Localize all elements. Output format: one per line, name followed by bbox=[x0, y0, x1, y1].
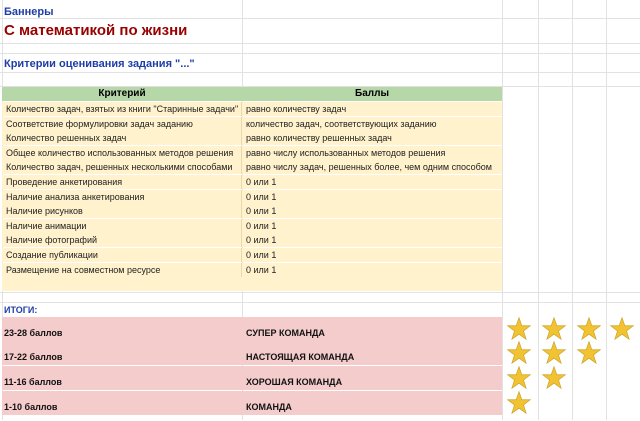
result-range[interactable]: 1-10 баллов bbox=[4, 402, 58, 412]
result-rating[interactable]: КОМАНДА bbox=[246, 402, 292, 412]
points-cell[interactable]: 0 или 1 bbox=[242, 248, 502, 262]
star-icon bbox=[576, 316, 602, 342]
table-empty-row bbox=[2, 277, 502, 291]
result-rating[interactable]: ХОРОШАЯ КОМАНДА bbox=[246, 377, 343, 387]
criterion-cell[interactable]: Количество задач, взятых из книги "Старинные задачи" bbox=[2, 102, 242, 116]
star-icon bbox=[506, 340, 532, 366]
points-cell[interactable]: 0 или 1 bbox=[242, 190, 502, 204]
star-icon bbox=[541, 316, 567, 342]
column-header-criterion: Критерий bbox=[2, 87, 242, 101]
points-cell[interactable]: равно количеству задач bbox=[242, 102, 502, 116]
criterion-cell[interactable]: Наличие рисунков bbox=[2, 204, 242, 218]
star-icon bbox=[541, 340, 567, 366]
star-icon bbox=[576, 340, 602, 366]
points-cell[interactable]: 0 или 1 bbox=[242, 233, 502, 247]
criterion-cell[interactable]: Наличие анимации bbox=[2, 219, 242, 233]
criterion-cell[interactable]: Проведение анкетирования bbox=[2, 175, 242, 189]
criterion-cell[interactable]: Общее количество использованных методов решения bbox=[2, 146, 242, 160]
star-icon bbox=[541, 365, 567, 391]
points-cell[interactable]: равно числу использованных методов решения bbox=[242, 146, 502, 160]
criteria-title: Критерии оценивания задания "..." bbox=[4, 58, 195, 70]
result-range[interactable]: 11-16 баллов bbox=[4, 377, 62, 387]
criterion-cell[interactable]: Создание публикации bbox=[2, 248, 242, 262]
criterion-cell[interactable]: Количество решенных задач bbox=[2, 131, 242, 145]
points-cell[interactable]: количество задач, соответствующих заданию bbox=[242, 117, 502, 131]
criterion-cell[interactable]: Соответствие формулировки задач заданию bbox=[2, 117, 242, 131]
result-rating[interactable]: НАСТОЯЩАЯ КОМАНДА bbox=[246, 352, 355, 362]
star-icon bbox=[506, 390, 532, 416]
points-cell[interactable]: 0 или 1 bbox=[242, 263, 502, 277]
star-icon bbox=[506, 316, 532, 342]
criterion-cell[interactable]: Наличие анализа анкетирования bbox=[2, 190, 242, 204]
criterion-cell[interactable]: Количество задач, решенных несколькими способами bbox=[2, 160, 242, 174]
points-cell[interactable]: 0 или 1 bbox=[242, 175, 502, 189]
page-title: С математикой по жизни bbox=[4, 22, 188, 39]
result-rating[interactable]: СУПЕР КОМАНДА bbox=[246, 328, 325, 338]
criterion-cell[interactable]: Размещение на совместном ресурсе bbox=[2, 263, 242, 277]
points-cell[interactable]: равно числу задач, решенных более, чем одним способом bbox=[242, 160, 502, 174]
points-cell[interactable]: 0 или 1 bbox=[242, 219, 502, 233]
results-label: ИТОГИ: bbox=[4, 305, 38, 315]
result-range[interactable]: 23-28 баллов bbox=[4, 328, 63, 338]
section-label: Баннеры bbox=[4, 6, 54, 18]
points-cell[interactable]: 0 или 1 bbox=[242, 204, 502, 218]
star-icon bbox=[506, 365, 532, 391]
column-header-points: Баллы bbox=[242, 87, 502, 101]
result-range[interactable]: 17-22 баллов bbox=[4, 352, 63, 362]
star-icon bbox=[609, 316, 635, 342]
criterion-cell[interactable]: Наличие фотографий bbox=[2, 233, 242, 247]
points-cell[interactable]: равно количеству решенных задач bbox=[242, 131, 502, 145]
